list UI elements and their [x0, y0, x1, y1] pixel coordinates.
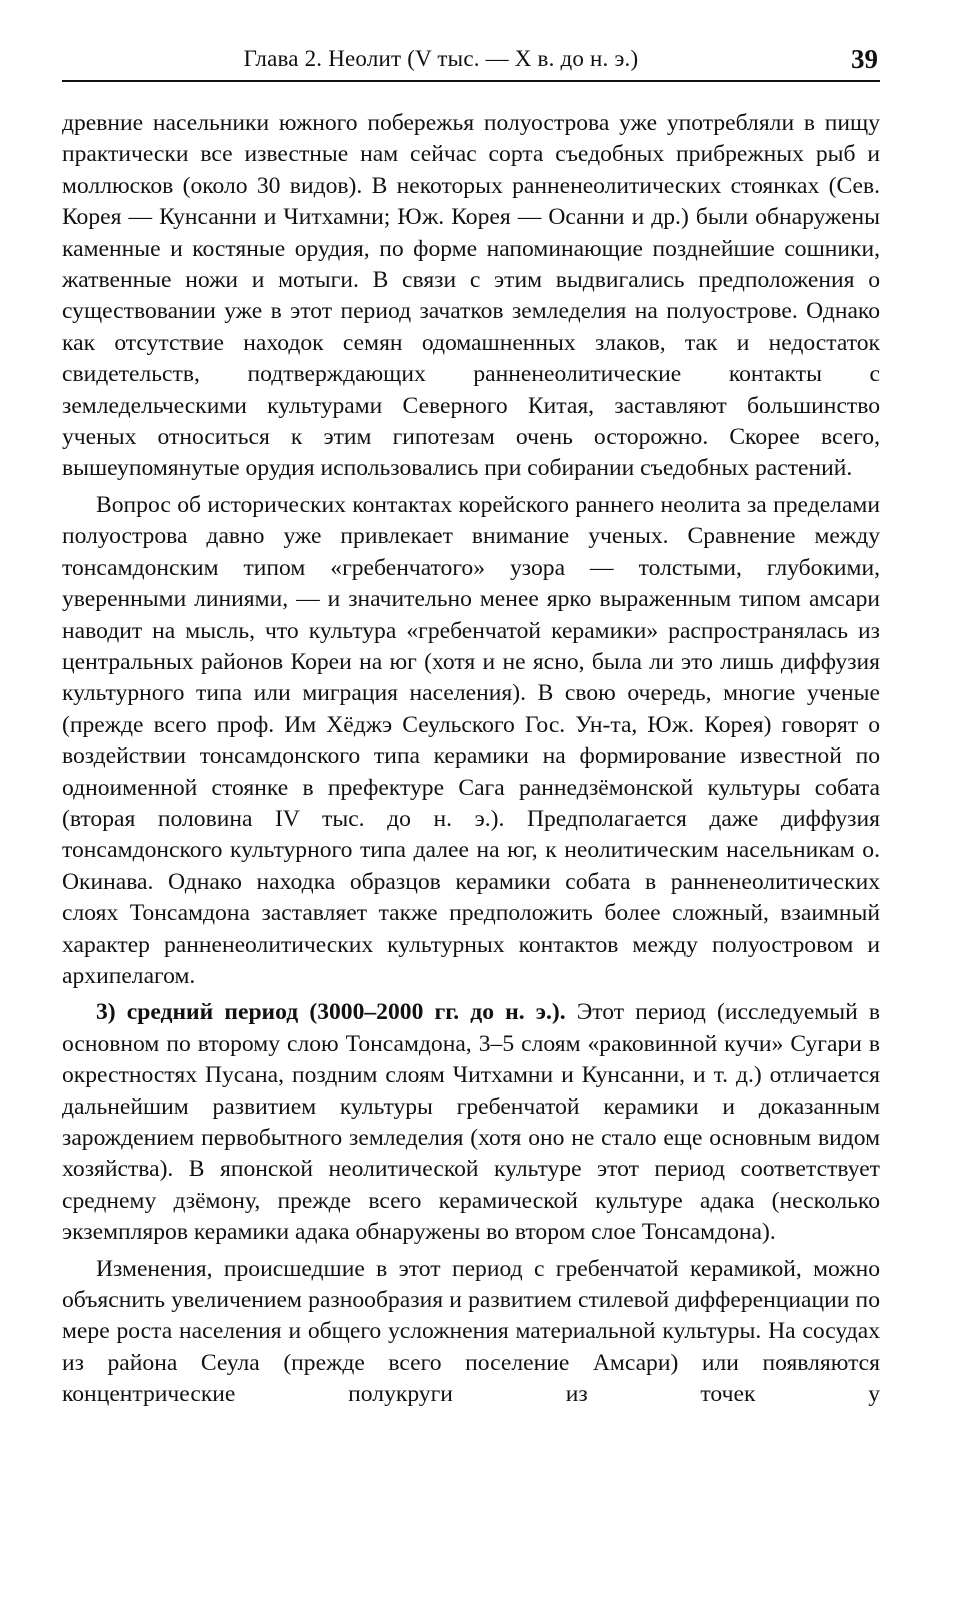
- paragraph-3: [62, 997, 880, 1248]
- paragraph-2: Вопрос об исторических контактах корейского раннего неолита за пределами полуострова давно уже привлекает внимание ученых. Сравнение между тонсамдонским типом «гребенчатого» узора — толстыми, глубокими, уверенными линиями, — и значительно менее ярко выраженным типом амсари наводит на мысль, что культура «гребенчатой керамики» распространялась из центральных районов Кореи на юг (хотя и не ясно, была ли это лишь диффузия культурного типа или миграция населения). В свою очередь, многие ученые (прежде всего проф. Им Хёджэ Сеульского Гос. Ун-та, Юж. Корея) говорят о воздействии тонсамдонского типа керамики на формирование известной по одноименной стоянке в префектуре Сага раннедзёмонской культуры собата (вторая половина IV тыс. до н. э.). Предполагается даже диффузия тонсамдонского культурного типа далее на юг, к неолитическим насельникам о. Окинава. Однако находка образцов керамики собата в ранненеолитических слоях Тонсамдона заставляет также предположить более сложный, взаимный характер ранненеолитических культурных контактов между полуостровом и архипелагом.: [62, 491, 880, 989]
- running-header: [62, 40, 880, 82]
- paragraph-4: Изменения, происшедшие в этот период с гребенчатой керамикой, можно объяснить увеличением разнообразия и развитием стилевой дифференциации по мере роста населения и общего усложнения материальной культуры. На сосудах из района Сеула (прежде всего поселение Амсари) или появляются концентрические полукруги из точек у: [62, 1255, 880, 1408]
- period-heading: 3) средний период (3000–2000 гг. до н. э.).: [96, 999, 566, 1026]
- chapter-title: Глава 2. Неолит (V тыс. — X в. до н. э.): [243, 46, 639, 71]
- paragraph-1: древние насельники южного побережья полуострова уже употребляли в пищу практически все известные нам сейчас сорта съедобных прибрежных рыб и моллюсков (около 30 видов). В некоторых ранненеолитических стоянках (Сев. Корея — Кунсанни и Читхамни; Юж. Корея — Осанни и др.) были обнаружены каменные и костяные орудия, по форме напоминающие позднейшие сошники, жатвенные ножи и мотыги. В связи с этим выдвигались предположения о существовании уже в этот период зачатков земледелия на полуострове. Однако как отсутствие находок семян одомашненных злаков, так и недостаток свидетельств, подтверждающих ранненеолитические контакты с земледельческими культурами Северного Китая, заставляют большинство ученых относиться к этим гипотезам очень осторожно. Скорее всего, вышеупомянутые орудия использовались при собирании съедобных растений.: [62, 110, 880, 482]
- page-number: 39: [851, 44, 878, 74]
- paragraph-3-text: Этот период (исследуемый в основном по второму слою Тонсамдона, 3–5 слоям «раковинной кучи» Сугари в окрестностях Пусана, поздним слоям Читхамни и Кунсанни, и т. д.) отличается дальнейшим развитием культуры гребенчатой керамики и доказанным зарождением первобытного земледелия (хотя оно не стало еще основным видом хозяйства). В японской неолитической культуре этот период соответствует среднему дзёмону, прежде всего керамической культуре адака (несколько экземпляров керамики адака обнаружены во втором слое Тонсамдона).: [62, 999, 880, 1246]
- body-text: [62, 108, 880, 1411]
- book-page: [62, 40, 880, 1411]
